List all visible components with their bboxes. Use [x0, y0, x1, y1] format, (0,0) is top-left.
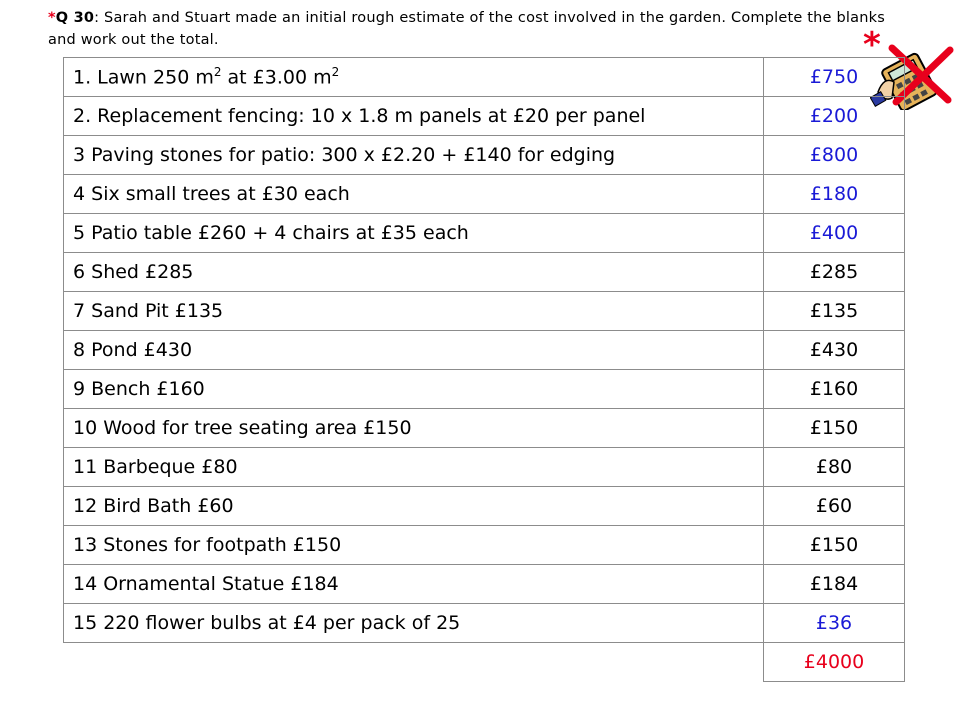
table-row [64, 409, 905, 448]
cost-table [63, 57, 905, 682]
item-description: 2. Replacement fencing: 10 x 1.8 m panels at £20 per panel [64, 97, 764, 136]
question-star: * [48, 10, 56, 26]
total-row [64, 643, 905, 682]
table-row [64, 448, 905, 487]
item-description: 8 Pond £430 [64, 331, 764, 370]
question-number: Q 30 [55, 10, 95, 26]
table-row [64, 487, 905, 526]
table-row [64, 565, 905, 604]
description-text: at £3.00 m [221, 66, 332, 89]
item-description: 14 Ornamental Statue £184 [64, 565, 764, 604]
table-row [64, 214, 905, 253]
table-row [64, 331, 905, 370]
item-amount: £430 [764, 331, 905, 370]
item-amount: £180 [764, 175, 905, 214]
item-amount: £80 [764, 448, 905, 487]
table-row [64, 58, 905, 97]
total-amount: £4000 [764, 643, 905, 682]
item-amount: £184 [764, 565, 905, 604]
item-description: 13 Stones for footpath £150 [64, 526, 764, 565]
item-description [64, 58, 764, 97]
item-description: 11 Barbeque £80 [64, 448, 764, 487]
item-description: 6 Shed £285 [64, 253, 764, 292]
item-amount: £36 [764, 604, 905, 643]
item-amount: £800 [764, 136, 905, 175]
item-description: 3 Paving stones for patio: 300 x £2.20 + £140 for edging [64, 136, 764, 175]
item-description: 4 Six small trees at £30 each [64, 175, 764, 214]
item-description: 9 Bench £160 [64, 370, 764, 409]
table-row [64, 604, 905, 643]
item-amount: £150 [764, 526, 905, 565]
question-text [48, 7, 908, 51]
item-amount: £400 [764, 214, 905, 253]
table-row [64, 97, 905, 136]
total-spacer [64, 643, 764, 682]
table-row [64, 136, 905, 175]
question-body: : Sarah and Stuart made an initial rough estimate of the cost involved in the garden. Complete the blanks and work out the total. [48, 10, 885, 48]
item-description: 7 Sand Pit £135 [64, 292, 764, 331]
item-description: 10 Wood for tree seating area £150 [64, 409, 764, 448]
item-description: 12 Bird Bath £60 [64, 487, 764, 526]
item-description: 5 Patio table £260 + 4 chairs at £35 each [64, 214, 764, 253]
table-row [64, 370, 905, 409]
item-amount: £150 [764, 409, 905, 448]
superscript: 2 [213, 65, 222, 80]
table-row [64, 292, 905, 331]
table-row [64, 526, 905, 565]
superscript: 2 [331, 65, 340, 80]
item-amount: £285 [764, 253, 905, 292]
table-row [64, 175, 905, 214]
item-amount: £200 [764, 97, 905, 136]
item-amount: £160 [764, 370, 905, 409]
item-amount: £60 [764, 487, 905, 526]
description-text: 1. Lawn 250 m [73, 66, 214, 89]
item-description: 15 220 flower bulbs at £4 per pack of 25 [64, 604, 764, 643]
item-amount: £135 [764, 292, 905, 331]
item-amount: £750 [764, 58, 905, 97]
red-star-icon: * [863, 25, 881, 65]
table-row [64, 253, 905, 292]
